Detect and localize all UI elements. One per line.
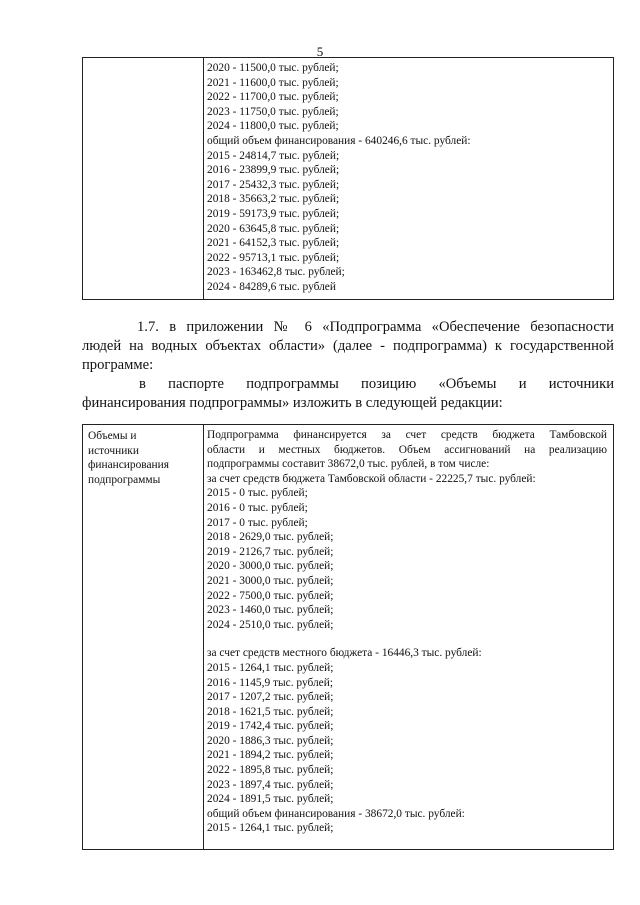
local-funding-line: 2016 - 1145,9 тыс. рублей; [207,676,334,689]
amendment-line: 1.7. в приложении № 6 «Подпрограмма «Обеспечение безопасности [137,319,614,335]
position-label [88,429,198,487]
local-funding-line: 2023 - 1897,4 тыс. рублей; [207,778,334,791]
column-divider [203,425,204,849]
regional-funding-line: 2021 - 3000,0 тыс. рублей; [207,574,334,587]
amendment-line: программе: [82,357,154,373]
column-divider [203,58,204,299]
funding-line: 2020 - 63645,8 тыс. рублей; [207,222,340,235]
local-funding-line: 2018 - 1621,5 тыс. рублей; [207,705,334,718]
funding-line: 2024 - 11800,0 тыс. рублей; [207,120,339,133]
funding-line: 2021 - 11600,0 тыс. рублей; [207,76,339,89]
funding-line: 2018 - 35663,2 тыс. рублей; [207,193,340,206]
amendment-line: людей на водных объектах области» (далее - подпрограмма) к государственной [82,338,614,354]
funding-line: 2020 - 11500,0 тыс. рублей; [207,62,339,74]
funding-line: 2024 - 84289,6 тыс. рублей [207,280,336,293]
funding-line: 2015 - 24814,7 тыс. рублей; [207,149,340,162]
local-budget-lines [207,661,607,807]
regional-funding-line: 2023 - 1460,0 тыс. рублей; [207,604,334,617]
regional-funding-line: 2015 - 0 тыс. рублей; [207,487,308,500]
funding-line: 2019 - 59173,9 тыс. рублей; [207,207,340,220]
regional-funding-line: 2019 - 2126,7 тыс. рублей; [207,545,334,558]
regional-funding-line: 2022 - 7500,0 тыс. рублей; [207,589,334,602]
regional-funding-line: 2020 - 3000,0 тыс. рублей; [207,560,334,573]
spacer [207,632,607,646]
funding-line: 2023 - 11750,0 тыс. рублей; [207,105,339,118]
funding-lines [207,61,607,295]
regional-funding-line: 2018 - 2629,0 тыс. рублей; [207,531,334,544]
intro-line: области и местных бюджетов. Объем ассигнований на реализацию [207,443,607,456]
total-funding-heading: общий объем финансирования - 38672,0 тыс. рублей: [207,807,465,820]
local-funding-line: 2015 - 1264,1 тыс. рублей; [207,661,334,674]
regional-funding-line: 2016 - 0 тыс. рублей; [207,501,308,514]
page-number: 5 [316,44,324,59]
funding-details [207,428,607,836]
funding-line: 2017 - 25432,3 тыс. рублей; [207,178,340,191]
funding-table-continued [82,57,614,300]
local-funding-line: 2022 - 1895,8 тыс. рублей; [207,764,334,777]
regional-funding-line: 2024 - 2510,0 тыс. рублей; [207,618,334,631]
local-funding-line: 2024 - 1891,5 тыс. рублей; [207,793,334,806]
funding-line: общий объем финансирования - 640246,6 тыс. рублей: [207,134,471,147]
intro-line: подпрограммы составит 38672,0 тыс. рублей, в том числе: [207,458,490,471]
local-budget-heading: за счет средств местного бюджета - 16446,3 тыс. рублей: [207,647,482,660]
total-funding-lines [207,821,607,836]
funding-line: 2021 - 64152,3 тыс. рублей; [207,237,340,250]
intro-line: Подпрограмма финансируется за счет средств бюджета Тамбовской [207,429,607,441]
total-funding-line: 2015 - 1264,1 тыс. рублей; [207,822,334,835]
position-label-line: Объемы и [88,430,137,442]
regional-budget-lines [207,486,607,632]
local-funding-line: 2019 - 1742,4 тыс. рублей; [207,720,334,733]
instruction-line: в паспорте подпрограммы позицию «Объемы и источники [139,376,614,392]
regional-budget-heading: за счет средств бюджета Тамбовской области - 22225,7 тыс. рублей: [207,472,536,485]
intro-text [207,428,607,457]
instruction-line: финансирования подпрограммы» изложить в следующей редакции: [82,395,503,411]
funding-line: 2022 - 11700,0 тыс. рублей; [207,91,339,104]
funding-line: 2016 - 23899,9 тыс. рублей; [207,164,340,177]
funding-line: 2022 - 95713,1 тыс. рублей; [207,251,340,264]
local-funding-line: 2017 - 1207,2 тыс. рублей; [207,691,334,704]
local-funding-line: 2020 - 1886,3 тыс. рублей; [207,734,334,747]
position-label-line: финансирования [88,459,169,472]
subprogram-funding-table [82,424,614,850]
funding-line: 2023 - 163462,8 тыс. рублей; [207,266,345,279]
instruction-paragraph [82,375,614,413]
position-label-line: подпрограммы [88,473,161,486]
amendment-paragraph [82,318,614,375]
local-funding-line: 2021 - 1894,2 тыс. рублей; [207,749,334,762]
position-label-line: источники [88,444,139,457]
regional-funding-line: 2017 - 0 тыс. рублей; [207,516,308,529]
